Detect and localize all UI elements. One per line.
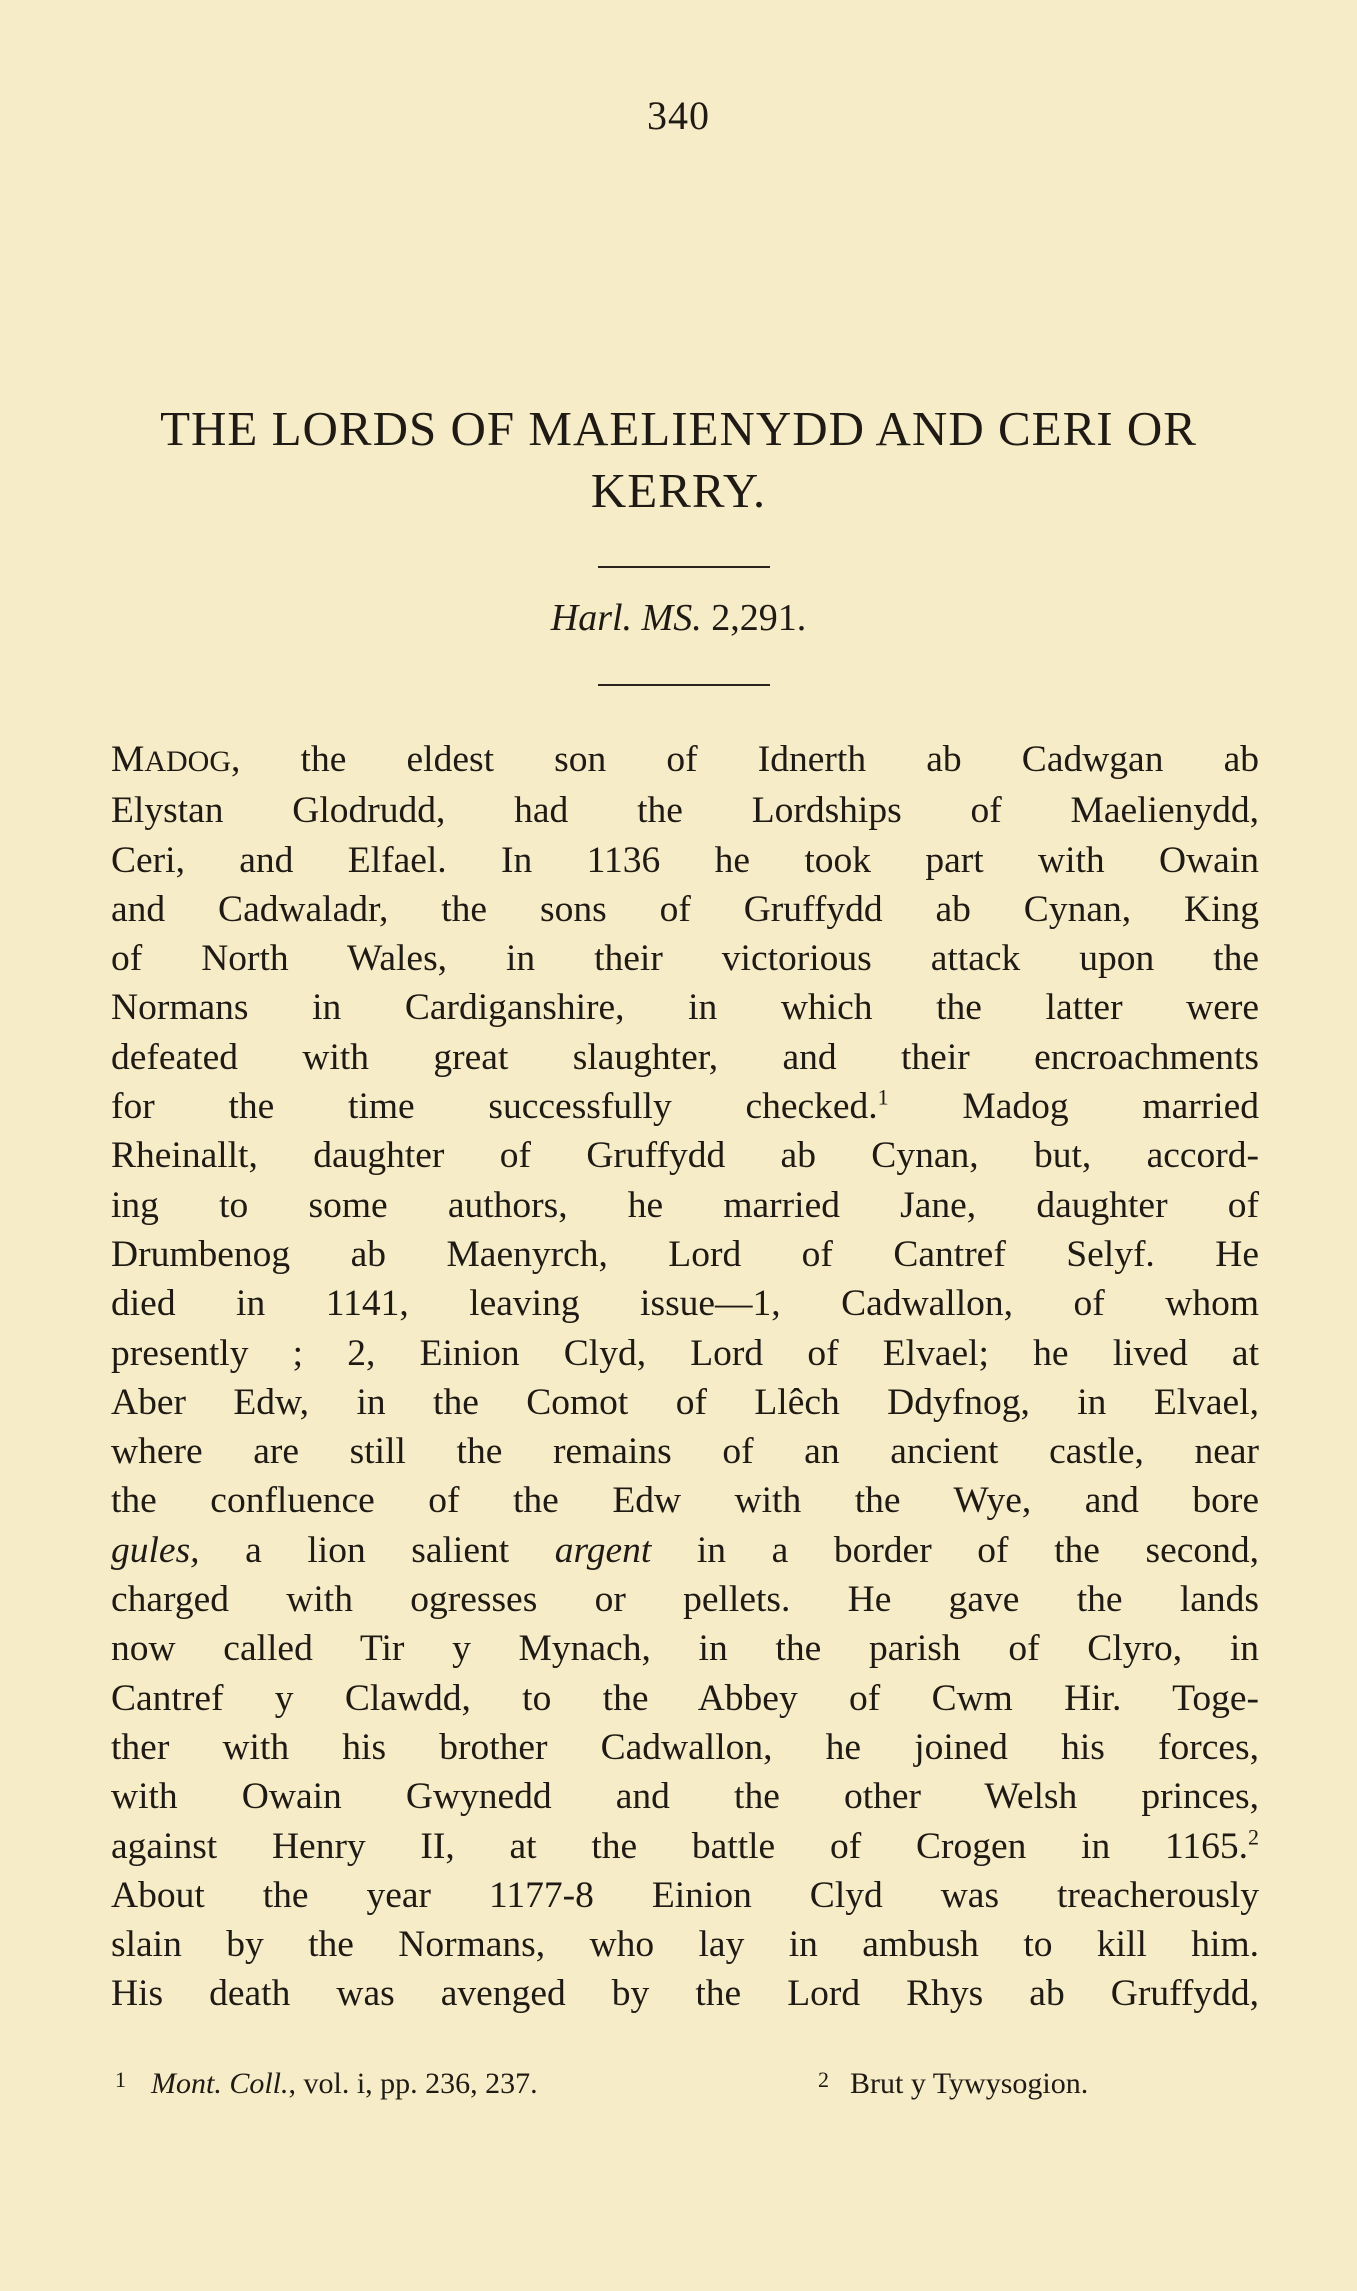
text-line: against Henry II, at the battle of Crogen in 1165.$^2$ bbox=[111, 1824, 1259, 1867]
text-line: the confluence of the Edw with the Wye, and bore bbox=[111, 1480, 1259, 1522]
text-line: of North Wales, in their victorious attack upon the bbox=[111, 938, 1259, 980]
manuscript-name: Harl. MS. bbox=[550, 597, 702, 639]
text-line: gules, a lion salient argent in a border of the second, bbox=[111, 1529, 1259, 1571]
manuscript-reference bbox=[0, 596, 1357, 640]
body-text bbox=[111, 735, 1259, 2019]
text-line: Rheinallt, daughter of Gruffydd ab Cynan, but, accord- bbox=[111, 1135, 1259, 1177]
text-line: ther with his brother Cadwallon, he joined his forces, bbox=[111, 1726, 1259, 1768]
text-line: His death was avenged by the Lord Rhys ab Gruffydd, bbox=[111, 1973, 1259, 2015]
heraldic-term: argent bbox=[554, 1529, 652, 1571]
page-number: 340 bbox=[647, 93, 710, 138]
text-line: for the time successfully checked.$^1$ Madog married bbox=[111, 1084, 1260, 1128]
text-line: with Owain Gwynedd and the other Welsh princes, bbox=[111, 1776, 1259, 1818]
text-line: ing to some authors, he married Jane, daughter of bbox=[111, 1184, 1259, 1226]
footnote-1 bbox=[115, 2064, 538, 2104]
divider-bottom bbox=[598, 684, 770, 686]
footnote-1-title: Mont. Coll. bbox=[151, 2067, 289, 2100]
text-line: MADOG, the eldest son of Idnerth ab Cadwgan ab bbox=[111, 739, 1259, 780]
text-line: died in 1141, leaving issue—1, Cadwallon, of whom bbox=[111, 1283, 1259, 1325]
text-line: Cantref y Clawdd, to the Abbey of Cwm Hir. Toge- bbox=[111, 1677, 1259, 1719]
text-line: Normans in Cardiganshire, in which the latter were bbox=[111, 987, 1259, 1029]
text-line: charged with ogresses or pellets. He gave the lands bbox=[111, 1579, 1259, 1621]
text-line: Drumbenog ab Maenyrch, Lord of Cantref Selyf. He bbox=[111, 1233, 1259, 1275]
chapter-title: THE LORDS OF MAELIENYDD AND CERI OR KERRY. bbox=[160, 401, 1197, 518]
text-line: presently ; 2, Einion Clyd, Lord of Elvael; he lived at bbox=[111, 1332, 1259, 1374]
footnote-1-mark: 1 bbox=[115, 2067, 126, 2092]
text-line: slain by the Normans, who lay in ambush to kill him. bbox=[111, 1924, 1259, 1966]
footnote-2-mark: 2 bbox=[818, 2067, 829, 2092]
text-line: Aber Edw, in the Comot of Llêch Ddyfnog, in Elvael, bbox=[111, 1381, 1259, 1423]
text-line: Elystan Glodrudd, had the Lordships of Maelienydd, bbox=[111, 790, 1259, 832]
text-line: where are still the remains of an ancient castle, near bbox=[111, 1431, 1259, 1473]
divider-top bbox=[598, 566, 770, 568]
heraldic-term: gules, bbox=[111, 1529, 200, 1571]
text-line: and Cadwaladr, the sons of Gruffydd ab Cynan, King bbox=[111, 888, 1259, 930]
footnote-ref-1: 1 bbox=[877, 1084, 889, 1110]
small-caps-initial: M bbox=[111, 739, 145, 780]
footnote-2 bbox=[818, 2064, 1089, 2104]
footnote-ref-2: 2 bbox=[1248, 1824, 1259, 1850]
manuscript-number: 2,291. bbox=[711, 597, 807, 639]
text-line: defeated with great slaughter, and their encroachments bbox=[111, 1036, 1259, 1078]
footnote-1-text: , vol. i, pp. 236, 237. bbox=[288, 2067, 538, 2100]
footnote-2-text: Brut y Tywysogion. bbox=[850, 2067, 1089, 2100]
small-caps-rest: ADOG bbox=[144, 745, 232, 778]
text-line: now called Tir y Mynach, in the parish of Clyro, in bbox=[111, 1628, 1259, 1670]
text-line: Ceri, and Elfael. In 1136 he took part with Owain bbox=[111, 839, 1259, 881]
text-line: About the year 1177-8 Einion Clyd was treacherously bbox=[111, 1874, 1259, 1916]
